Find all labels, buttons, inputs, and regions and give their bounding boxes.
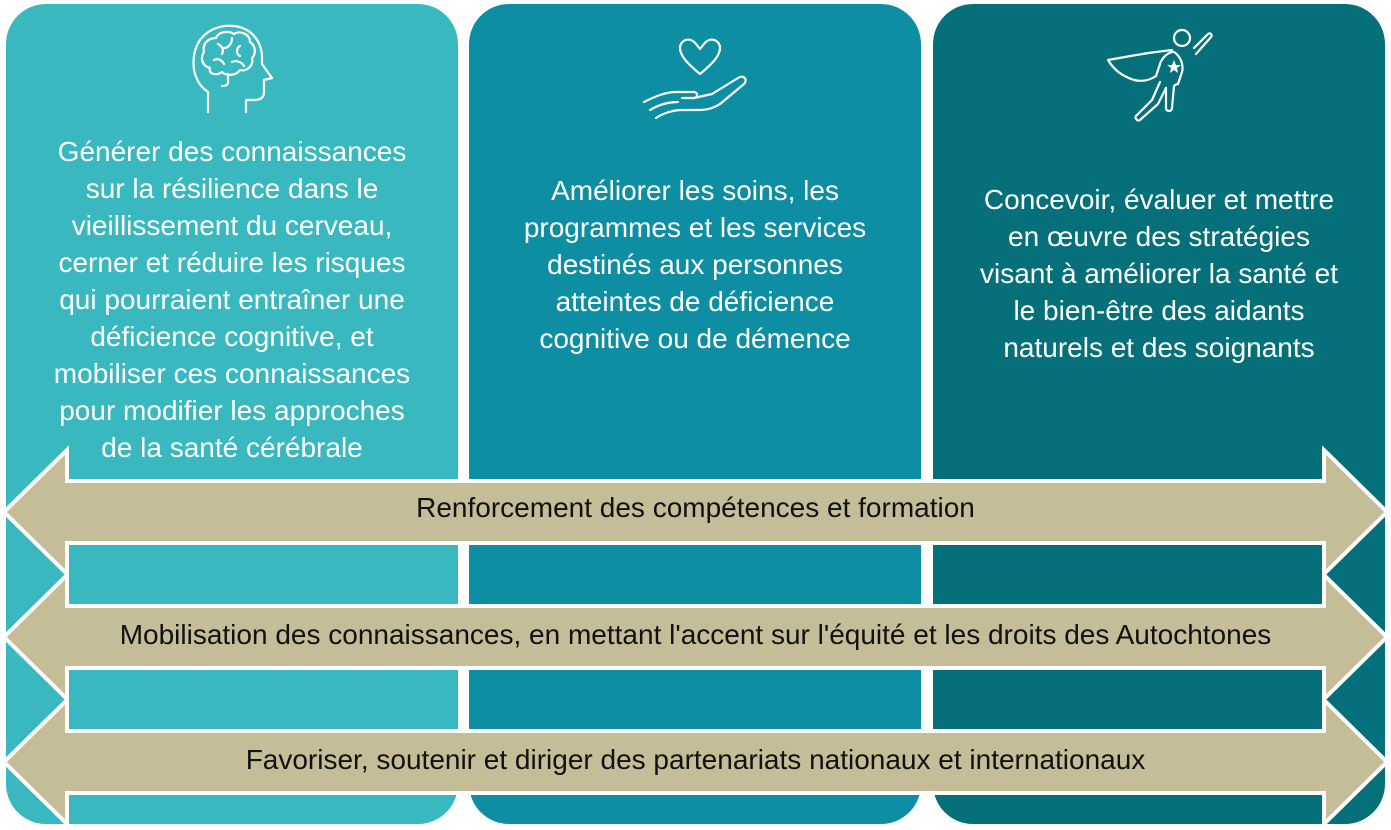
- column-2-text: Améliorer les soins, les programmes et les services destinés aux personnes atteintes de déficience cognitive ou de démence: [523, 175, 867, 354]
- arrow-1-label: Renforcement des compétences et formation: [416, 492, 975, 523]
- column-3-text: Concevoir, évaluer et mettre en œuvre des stratégies visant à améliorer la santé et le bien-être des aidants naturels et des soignants: [980, 184, 1338, 363]
- column-1-text: Générer des connaissances sur la résilience dans le vieillissement du cerveau, cerner et réduire les risques qui pourraient entraîner une déficience cognitive, et mobiliser ces connaissances pour modifier les approches de la santé cérébrale: [53, 136, 411, 463]
- arrow-3-label: Favoriser, soutenir et diriger des partenariats nationaux et internationaux: [245, 744, 1146, 775]
- arrow-2-label: Mobilisation des connaissances, en mettant l'accent sur l'équité et les droits des Autochtones: [119, 619, 1272, 650]
